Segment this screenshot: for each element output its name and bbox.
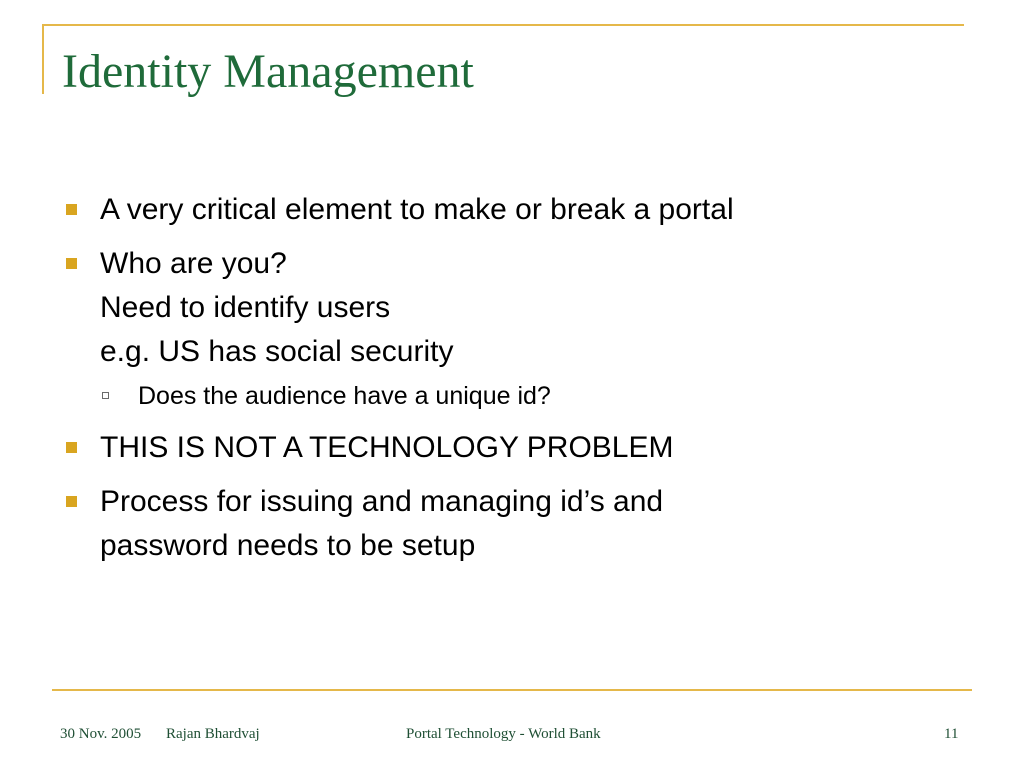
bullet-item — [66, 426, 966, 470]
subbullet-item — [102, 378, 966, 414]
bullet-text: Need to identify users — [100, 291, 391, 324]
bullet-text: Who are you? — [100, 247, 287, 280]
square-bullet-icon — [66, 496, 77, 507]
slide-body — [66, 188, 966, 578]
bullet-text: Process for issuing and managing id’s and — [100, 485, 664, 518]
bullet-item — [66, 480, 966, 568]
footer-rule — [52, 689, 972, 691]
slide-title: Identity Management — [62, 45, 474, 98]
bullet-text: THIS IS NOT A TECHNOLOGY PROBLEM — [100, 431, 674, 464]
bullet-text: password needs to be setup — [100, 529, 476, 562]
title-frame-top-rule — [42, 24, 964, 26]
hollow-square-bullet-icon — [102, 392, 109, 399]
footer-author: Rajan Bhardvaj — [166, 726, 260, 742]
square-bullet-icon — [66, 442, 77, 453]
bullet-text: e.g. US has social security — [100, 335, 454, 368]
subbullet-text: Does the audience have a unique id? — [138, 382, 551, 410]
bullet-text: A very critical element to make or break a portal — [100, 193, 734, 226]
title-frame-left-rule — [42, 24, 44, 94]
footer-page-number: 11 — [944, 726, 959, 742]
bullet-item — [66, 242, 966, 374]
square-bullet-icon — [66, 204, 77, 215]
bullet-item — [66, 188, 966, 232]
square-bullet-icon — [66, 258, 77, 269]
footer-date: 30 Nov. 2005 — [60, 726, 142, 742]
footer-presentation-title: Portal Technology - World Bank — [406, 726, 601, 742]
